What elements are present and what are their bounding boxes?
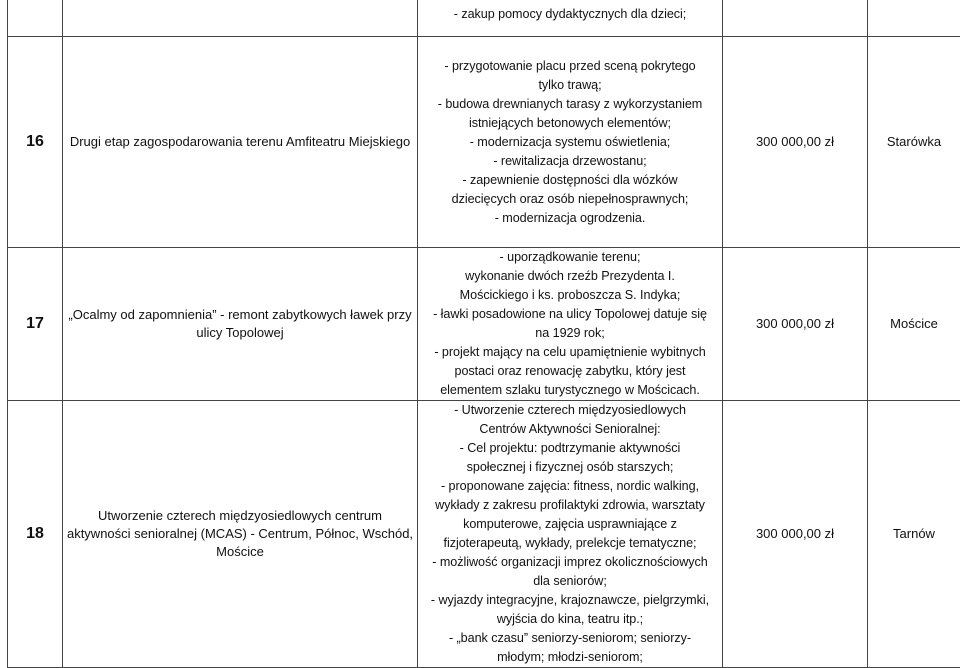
activity-line: - uporządkowanie terenu; — [421, 248, 719, 267]
activity-line: na 1929 rok; — [421, 324, 719, 343]
table-row — [8, 401, 960, 668]
table-row — [8, 248, 960, 401]
activity-line: elementem szlaku turystycznego w Mościcach. — [421, 381, 719, 400]
activity-line: młodym; młodzi-seniorom; — [421, 648, 719, 667]
activity-line: - proponowane zajęcia: fitness, nordic walking, — [421, 477, 719, 496]
activity-line: tylko trawą; — [421, 76, 719, 95]
project-location: Tarnów — [868, 401, 960, 668]
activity-line: istniejących betonowych elementów; — [421, 114, 719, 133]
activity-line: dla seniorów; — [421, 572, 719, 591]
project-title — [63, 0, 418, 37]
activity-line: - zapewnienie dostępności dla wózków — [421, 171, 719, 190]
project-title: Utworzenie czterech międzyosiedlowych centrum aktywności senioralnej (MCAS) - Centrum, Północ, Wschód, Mościce — [63, 401, 418, 668]
project-location — [868, 0, 960, 37]
project-title: „Ocalmy od zapomnienia” - remont zabytkowych ławek przy ulicy Topolowej — [63, 248, 418, 401]
project-activities — [418, 401, 723, 668]
activity-line: - modernizacja systemu oświetlenia; — [421, 133, 719, 152]
project-activities — [418, 0, 723, 37]
activity-line: - Utworzenie czterech międzyosiedlowych — [421, 401, 719, 420]
activity-line: postaci oraz renowację zabytku, który jest — [421, 362, 719, 381]
table-row — [8, 0, 960, 37]
activity-line: wyjścia do kina, teatru itp.; — [421, 610, 719, 629]
row-number — [8, 0, 63, 37]
activity-line: - zakup pomocy dydaktycznych dla dzieci; — [421, 5, 719, 24]
activity-line: fizjoterapeutą, wykłady, prelekcje tematyczne; — [421, 534, 719, 553]
activity-line: - możliwość organizacji imprez okolicznościowych — [421, 553, 719, 572]
table-row — [8, 37, 960, 248]
activity-line: Mościckiego i ks. proboszcza S. Indyka; — [421, 286, 719, 305]
activity-line: komputerowe, zajęcia usprawniające z — [421, 515, 719, 534]
activity-line: - ławki posadowione na ulicy Topolowej datuje się — [421, 305, 719, 324]
activity-line: - rewitalizacja drzewostanu; — [421, 152, 719, 171]
project-activities — [418, 248, 723, 401]
row-number: 18 — [8, 401, 63, 668]
activity-line: - przygotowanie placu przed sceną pokrytego — [421, 57, 719, 76]
activity-line: - budowa drewnianych tarasy z wykorzystaniem — [421, 95, 719, 114]
project-title: Drugi etap zagospodarowania terenu Amfiteatru Miejskiego — [63, 37, 418, 248]
activity-line: - projekt mający na celu upamiętnienie wybitnych — [421, 343, 719, 362]
project-amount — [723, 0, 868, 37]
project-activities — [418, 37, 723, 248]
project-location: Starówka — [868, 37, 960, 248]
activity-line: - wyjazdy integracyjne, krajoznawcze, pielgrzymki, — [421, 591, 719, 610]
activity-line: - Cel projektu: podtrzymanie aktywności — [421, 439, 719, 458]
activity-line: - modernizacja ogrodzenia. — [421, 209, 719, 228]
project-location: Mościce — [868, 248, 960, 401]
activity-line: społecznej i fizycznej osób starszych; — [421, 458, 719, 477]
activity-line: wykonanie dwóch rzeźb Prezydenta I. — [421, 267, 719, 286]
activity-line: Centrów Aktywności Senioralnej: — [421, 420, 719, 439]
activity-line: dziecięcych oraz osób niepełnosprawnych; — [421, 190, 719, 209]
project-amount: 300 000,00 zł — [723, 401, 868, 668]
project-amount: 300 000,00 zł — [723, 248, 868, 401]
row-number: 17 — [8, 248, 63, 401]
activity-line: wykłady z zakresu profilaktyki zdrowia, warsztaty — [421, 496, 719, 515]
project-amount: 300 000,00 zł — [723, 37, 868, 248]
projects-table — [7, 0, 960, 668]
activity-line: - „bank czasu” seniorzy-seniorom; seniorzy- — [421, 629, 719, 648]
row-number: 16 — [8, 37, 63, 248]
